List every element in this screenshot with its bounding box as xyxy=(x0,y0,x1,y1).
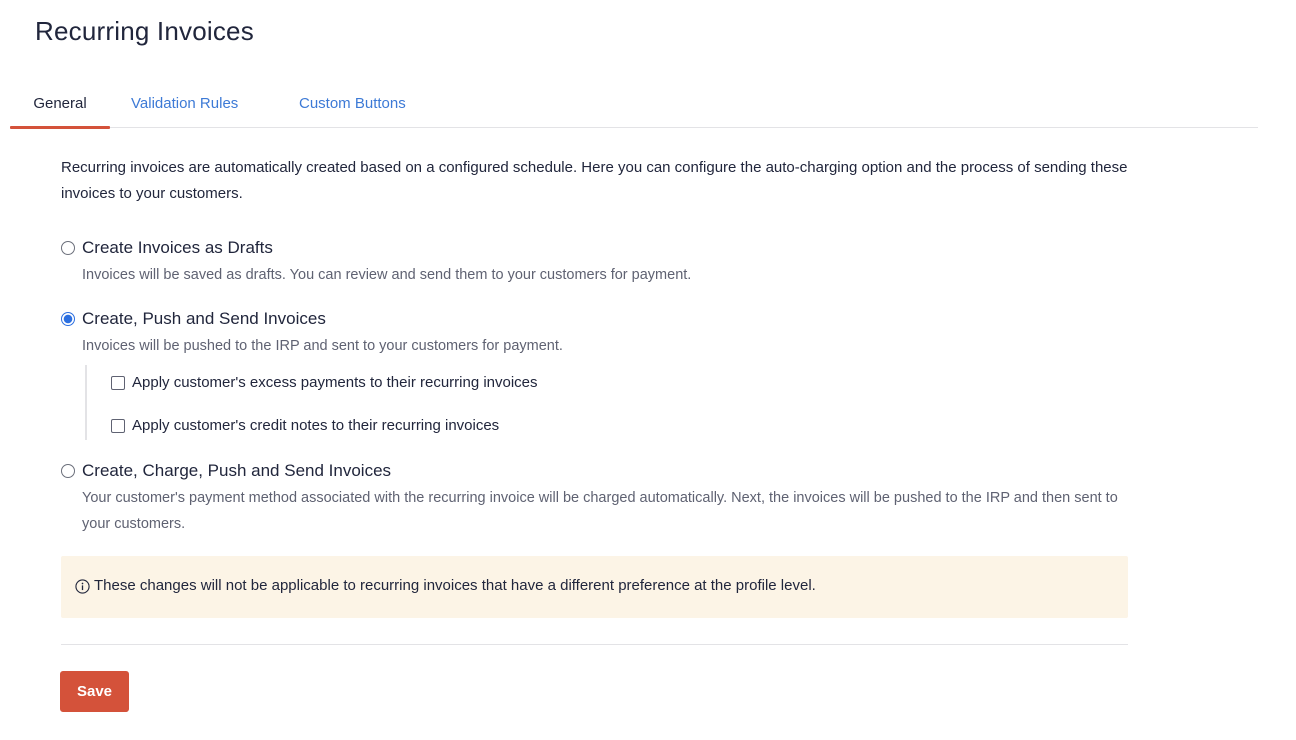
radio-push-send[interactable] xyxy=(61,312,75,326)
tab-bar xyxy=(10,85,1258,128)
option-charge-push-send xyxy=(61,459,1141,537)
option-drafts-label[interactable]: Create Invoices as Drafts xyxy=(82,238,273,257)
page-title: Recurring Invoices xyxy=(35,16,254,46)
divider xyxy=(61,644,1128,645)
checkbox-excess-payments[interactable] xyxy=(111,376,125,390)
option-push-send-label[interactable]: Create, Push and Send Invoices xyxy=(82,309,326,328)
option-push-send xyxy=(61,307,1141,359)
info-icon xyxy=(75,579,90,594)
option-charge-push-send-label[interactable]: Create, Charge, Push and Send Invoices xyxy=(82,461,392,480)
option-charge-push-send-description: Your customer's payment method associated with the recurring invoice will be charged automatically. Next, the invoices will be pushed to the IRP and then sent to your customers. xyxy=(82,490,1118,532)
info-notice xyxy=(61,556,1128,618)
checkbox-excess-payments-label[interactable]: Apply customer's excess payments to their recurring invoices xyxy=(132,374,538,391)
active-tab-indicator xyxy=(10,126,110,129)
tab-general-label: General xyxy=(33,95,87,112)
option-drafts xyxy=(61,236,1141,288)
tab-general[interactable] xyxy=(10,85,110,128)
intro-text: Recurring invoices are automatically created based on a configured schedule. Here you can configure the auto-charging option and the process of sending these invoices to your customers. xyxy=(61,159,1128,202)
checkbox-credit-notes[interactable] xyxy=(111,419,125,433)
option-push-send-description: Invoices will be pushed to the IRP and sent to your customers for payment. xyxy=(82,338,563,354)
tab-custom-buttons[interactable]: Custom Buttons xyxy=(299,95,406,112)
suboptions-group xyxy=(85,365,785,440)
save-button[interactable]: Save xyxy=(60,671,129,712)
radio-drafts[interactable] xyxy=(61,241,75,255)
radio-charge-push-send[interactable] xyxy=(61,464,75,478)
option-drafts-description: Invoices will be saved as drafts. You can review and send them to your customers for payment. xyxy=(82,267,692,283)
checkbox-credit-notes-label[interactable]: Apply customer's credit notes to their recurring invoices xyxy=(132,417,500,434)
tab-validation-rules[interactable]: Validation Rules xyxy=(131,95,239,112)
notice-text: These changes will not be applicable to recurring invoices that have a different preference at the profile level. xyxy=(94,577,816,594)
